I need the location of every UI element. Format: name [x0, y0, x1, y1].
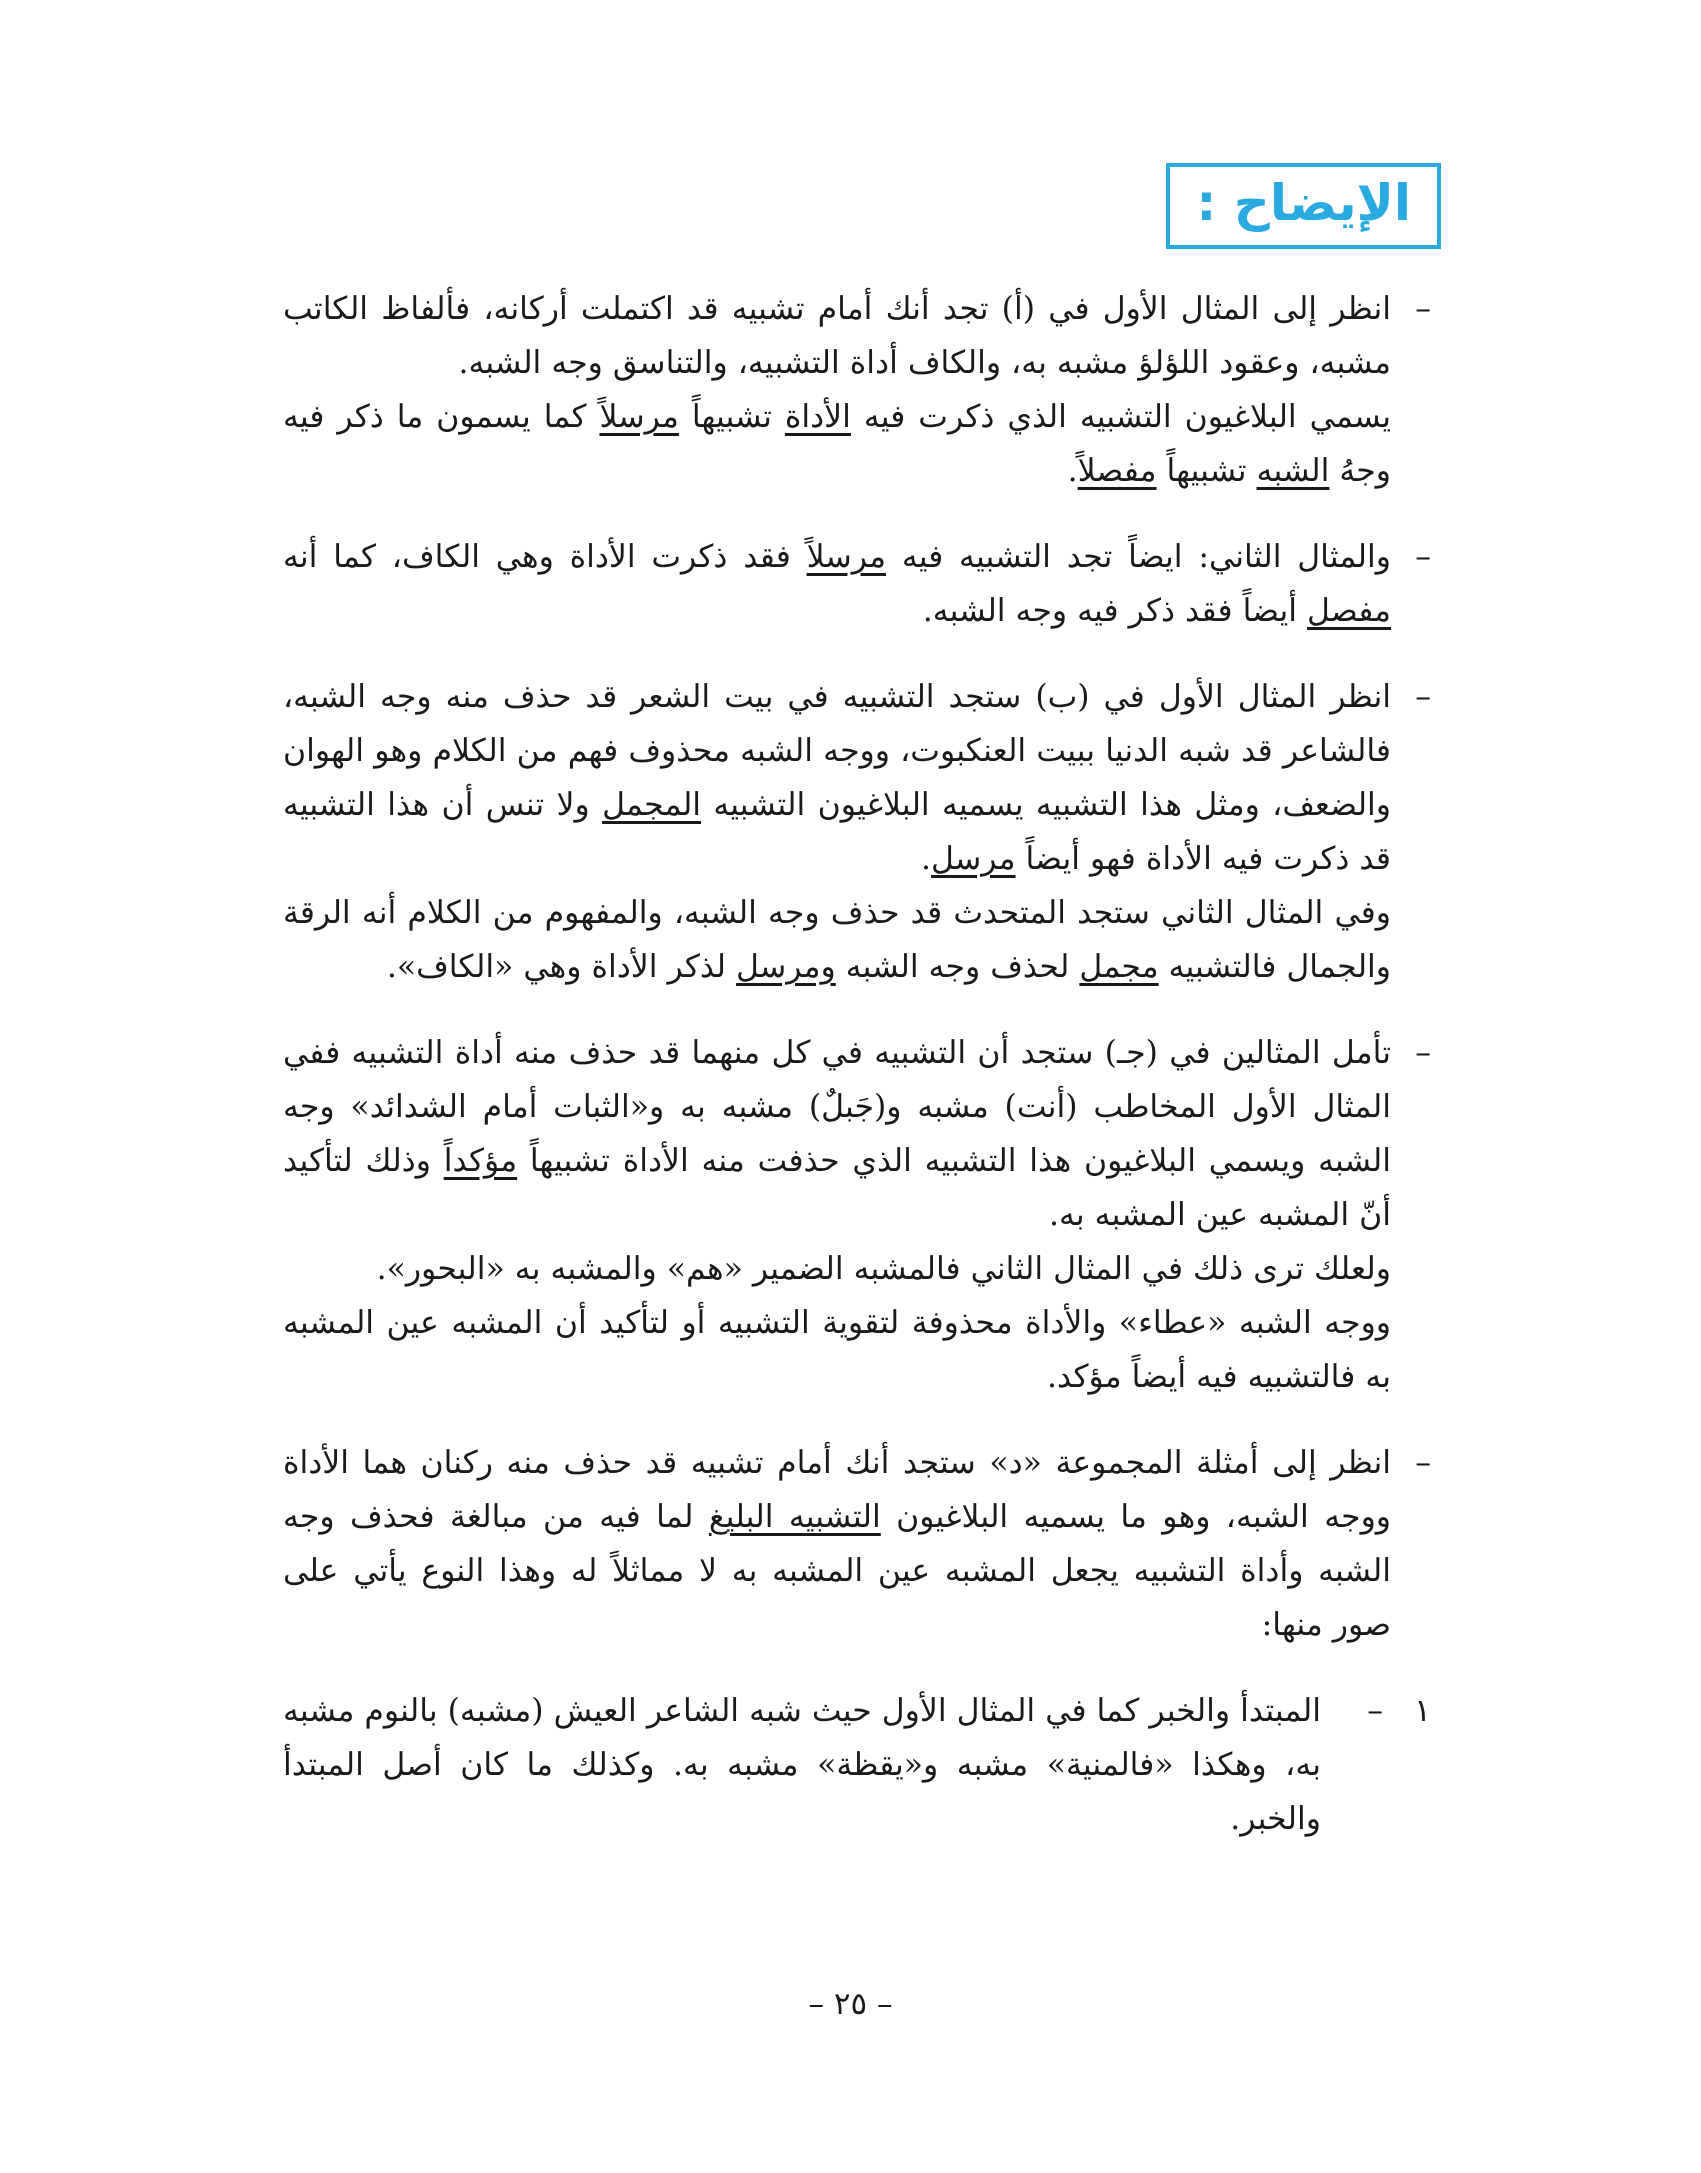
- text-run: يسمي البلاغيون التشبيه الذي ذكرت فيه: [850, 399, 1391, 435]
- underlined-term: مرسل: [931, 841, 1016, 877]
- paragraph: ولعلك ترى ذلك في المثال الثاني فالمشبه الضمير «هم» والمشبه به «البحور».: [376, 1251, 1391, 1287]
- text-run: لذكر الأداة وهي «الكاف».: [386, 949, 737, 985]
- underlined-term: ومرسل: [736, 949, 836, 985]
- underlined-term: مؤكداً: [443, 1143, 518, 1179]
- text-run: لحذف وجه الشبه: [835, 949, 1080, 985]
- dash-bullet: –: [1415, 539, 1431, 575]
- underlined-term: المجمل: [602, 787, 702, 823]
- text-run: تشبيهاً: [1156, 453, 1257, 489]
- section-heading-box: [1166, 163, 1441, 249]
- text-run: فقد ذكرت الأداة وهي الكاف، كما أنه: [283, 539, 807, 575]
- item-number: ١: [1414, 1693, 1431, 1729]
- paragraph: [283, 886, 1391, 994]
- paragraph: انظر إلى المثال الأول في (أ) تجد أنك أمام تشبيه قد اكتملت أركانه، فألفاظ الكاتب مشبه، وعقود اللؤلؤ مشبه به، والكاف أداة التشبيه، والتناسق وجه الشبه.: [283, 291, 1391, 381]
- section-heading: الإيضاح :: [1196, 174, 1411, 232]
- text-run: أيضاً فقد ذكر فيه وجه الشبه.: [922, 593, 1308, 629]
- text-run: والمثال الثاني: ايضاً تجد التشبيه فيه: [886, 539, 1391, 575]
- text-run: تشبيهاً: [678, 399, 785, 435]
- dash-bullet: –: [1415, 1445, 1431, 1481]
- paragraph: [283, 530, 1391, 638]
- dash-bullet: –: [1415, 291, 1431, 327]
- paragraph: المبتدأ والخبر كما في المثال الأول حيث شبه الشاعر العيش (مشبه) بالنوم مشبه به، وهكذا «فالمنية» مشبه و«يقظة» مشبه به. وكذلك ما كان أصل المبتدأ والخبر.: [283, 1693, 1321, 1837]
- underlined-term: مجمل: [1079, 949, 1159, 985]
- text-run: وفي المثال الثاني ستجد المتحدث قد حذف وجه الشبه، والمفهوم من الكلام أنه الرقة والجمال فالتشبيه: [283, 895, 1391, 985]
- underlined-term: مرسلاً: [806, 539, 887, 575]
- paragraph-block-5: [283, 1436, 1431, 1652]
- paragraph: ووجه الشبه «عطاء» والأداة محذوفة لتقوية التشبيه أو لتأكيد أن المشبه عين المشبه به فالتشبيه فيه أيضاً مؤكد.: [283, 1305, 1391, 1395]
- underlined-term: مفصلاً: [1077, 453, 1157, 489]
- text-run: لما فيه من مبالغة فحذف وجه الشبه وأداة التشبيه يجعل المشبه عين المشبه به لا مماثلاً له وهذا النوع يأتي على صور منها:: [283, 1499, 1391, 1643]
- dash-bullet: –: [1415, 1035, 1431, 1071]
- underlined-term: مفصل: [1307, 593, 1391, 629]
- paragraph-block-3: [283, 670, 1431, 994]
- paragraph: [283, 670, 1391, 886]
- paragraph-block-4: [283, 1026, 1431, 1404]
- paragraph-block-1: [283, 282, 1431, 498]
- paragraph: [283, 1026, 1391, 1242]
- text-run: .: [921, 841, 932, 877]
- text-run: .: [1067, 453, 1078, 489]
- text-run: انظر المثال الأول في (ب) ستجد التشبيه في بيت الشعر قد حذف منه وجه الشبه، فالشاعر قد شبه الدنيا ببيت العنكبوت، ووجه الشبه محذوف فهم من الكلام وهو الهوان والضعف، ومثل هذا التشبيه يسميه البلاغيون التشبيه: [283, 679, 1392, 823]
- text-run: ولا تنس أن هذا التشبيه قد ذكرت فيه الأداة فهو أيضاً: [283, 787, 1391, 877]
- page-body: [283, 282, 1431, 1846]
- underlined-term: الشبه: [1256, 453, 1330, 489]
- text-run: كما يسمون ما ذكر فيه وجهُ: [283, 399, 1391, 489]
- paragraph: [283, 1436, 1391, 1652]
- dash-bullet: –: [1415, 679, 1431, 715]
- underlined-term: التشبيه البليغ: [708, 1499, 881, 1535]
- text-run: وذلك لتأكيد أنّ المشبه عين المشبه به.: [283, 1143, 1391, 1233]
- paragraph-block-2: [283, 530, 1431, 638]
- text-run: انظر إلى أمثلة المجموعة «د» ستجد أنك أمام تشبيه قد حذف منه ركنان هما الأداة ووجه الشبه، وهو ما يسميه البلاغيون: [283, 1445, 1391, 1535]
- underlined-term: الأداة: [784, 399, 851, 435]
- paragraph: [283, 390, 1391, 498]
- text-run: تأمل المثالين في (جـ) ستجد أن التشبيه في كل منهما قد حذف منه أداة التشبيه ففي المثال الأول المخاطب (أنت) مشبه و(جَبلٌ) مشبه به و«الثبات أمام الشدائد» وجه الشبه ويسمي البلاغيون هذا التشبيه الذي حذفت منه الأداة تشبيهاً: [283, 1035, 1391, 1179]
- page-number: – ٢٥ –: [808, 1986, 893, 2022]
- underlined-term: مرسلاً: [599, 399, 679, 435]
- numbered-item-1: [283, 1684, 1431, 1846]
- dash-bullet: –: [1367, 1693, 1383, 1729]
